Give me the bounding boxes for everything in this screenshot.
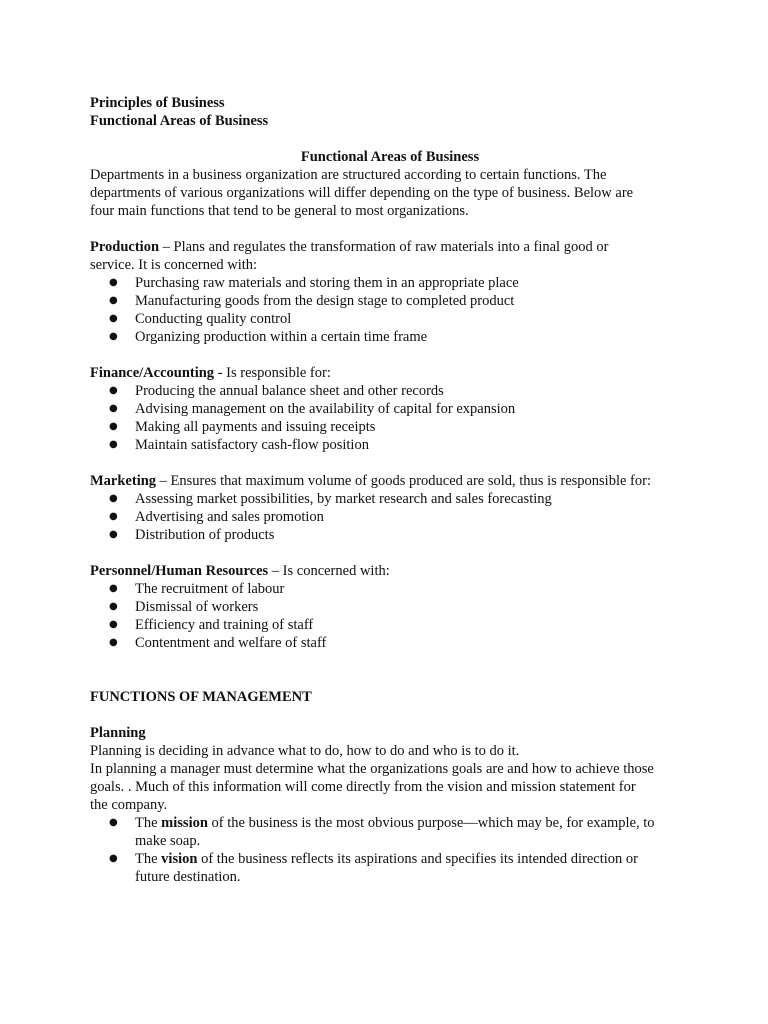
personnel-term: Personnel/Human Resources [90, 563, 269, 579]
vision-text-cont: future destination. [135, 869, 241, 885]
list-item: ● Purchasing raw materials and storing them in an appropriate place [90, 274, 690, 292]
list-item: ● Advertising and sales promotion [90, 508, 690, 526]
course-title: Principles of Business [90, 95, 225, 111]
intro-line: Departments in a business organization are structured according to certain functions. The [90, 167, 607, 183]
management-heading: FUNCTIONS OF MANAGEMENT [90, 689, 312, 705]
personnel-list [90, 580, 690, 652]
production-term: Production [90, 239, 160, 255]
section-title: Functional Areas of Business [300, 149, 480, 165]
list-item: ● Producing the annual balance sheet and other records [90, 382, 690, 400]
list-item: ● Distribution of products [90, 526, 690, 544]
vision-item [90, 850, 690, 886]
list-item: ● Making all payments and issuing receipts [90, 418, 690, 436]
personnel-desc: – Is concerned with: [268, 563, 390, 579]
vision-text: of the business reflects its aspirations and specifies its intended direction or [197, 851, 638, 867]
production-paragraph [90, 238, 690, 256]
topic-title: Functional Areas of Business [90, 113, 269, 129]
finance-term: Finance/Accounting [90, 365, 215, 381]
list-item: ● Maintain satisfactory cash-flow position [90, 436, 690, 454]
personnel-paragraph [90, 562, 690, 580]
planning-heading: Planning [90, 725, 146, 741]
production-desc: – Plans and regulates the transformation of raw materials into a final good or [159, 239, 609, 255]
list-item: ● Dismissal of workers [90, 598, 690, 616]
finance-paragraph [90, 364, 690, 382]
list-item: ● Organizing production within a certain time frame [90, 328, 690, 346]
planning-line: the company. [90, 797, 168, 813]
document-body [90, 94, 690, 886]
list-item: ● Conducting quality control [90, 310, 690, 328]
planning-line: In planning a manager must determine what the organizations goals are and how to achieve those [90, 761, 654, 777]
intro-line: four main functions that tend to be general to most organizations. [90, 203, 469, 219]
mission-item [90, 814, 690, 850]
production-desc-cont: service. It is concerned with: [90, 257, 258, 273]
vision-term: vision [161, 851, 198, 867]
list-item: ● Contentment and welfare of staff [90, 634, 690, 652]
vision-prefix: The [135, 851, 162, 867]
intro-line: departments of various organizations will differ depending on the type of business. Below are [90, 185, 634, 201]
planning-line: goals. . Much of this information will come directly from the vision and mission statement for [90, 779, 636, 795]
mission-text: of the business is the most obvious purpose—which may be, for example, to [207, 815, 655, 831]
production-list [90, 274, 690, 346]
list-item: ● Manufacturing goods from the design stage to completed product [90, 292, 690, 310]
finance-desc: - Is responsible for: [214, 365, 331, 381]
marketing-paragraph [90, 472, 690, 490]
planning-line: Planning is deciding in advance what to do, how to do and who is to do it. [90, 743, 520, 759]
list-item: ● The recruitment of labour [90, 580, 690, 598]
mission-term: mission [161, 815, 208, 831]
marketing-term: Marketing [90, 473, 157, 489]
mission-text-cont: make soap. [135, 833, 201, 849]
list-item: ● Advising management on the availability of capital for expansion [90, 400, 690, 418]
planning-list [90, 814, 690, 886]
finance-list [90, 382, 690, 454]
list-item: ● Efficiency and training of staff [90, 616, 690, 634]
marketing-desc: – Ensures that maximum volume of goods produced are sold, thus is responsible for: [156, 473, 651, 489]
mission-prefix: The [135, 815, 162, 831]
list-item: ● Assessing market possibilities, by market research and sales forecasting [90, 490, 690, 508]
marketing-list [90, 490, 690, 544]
